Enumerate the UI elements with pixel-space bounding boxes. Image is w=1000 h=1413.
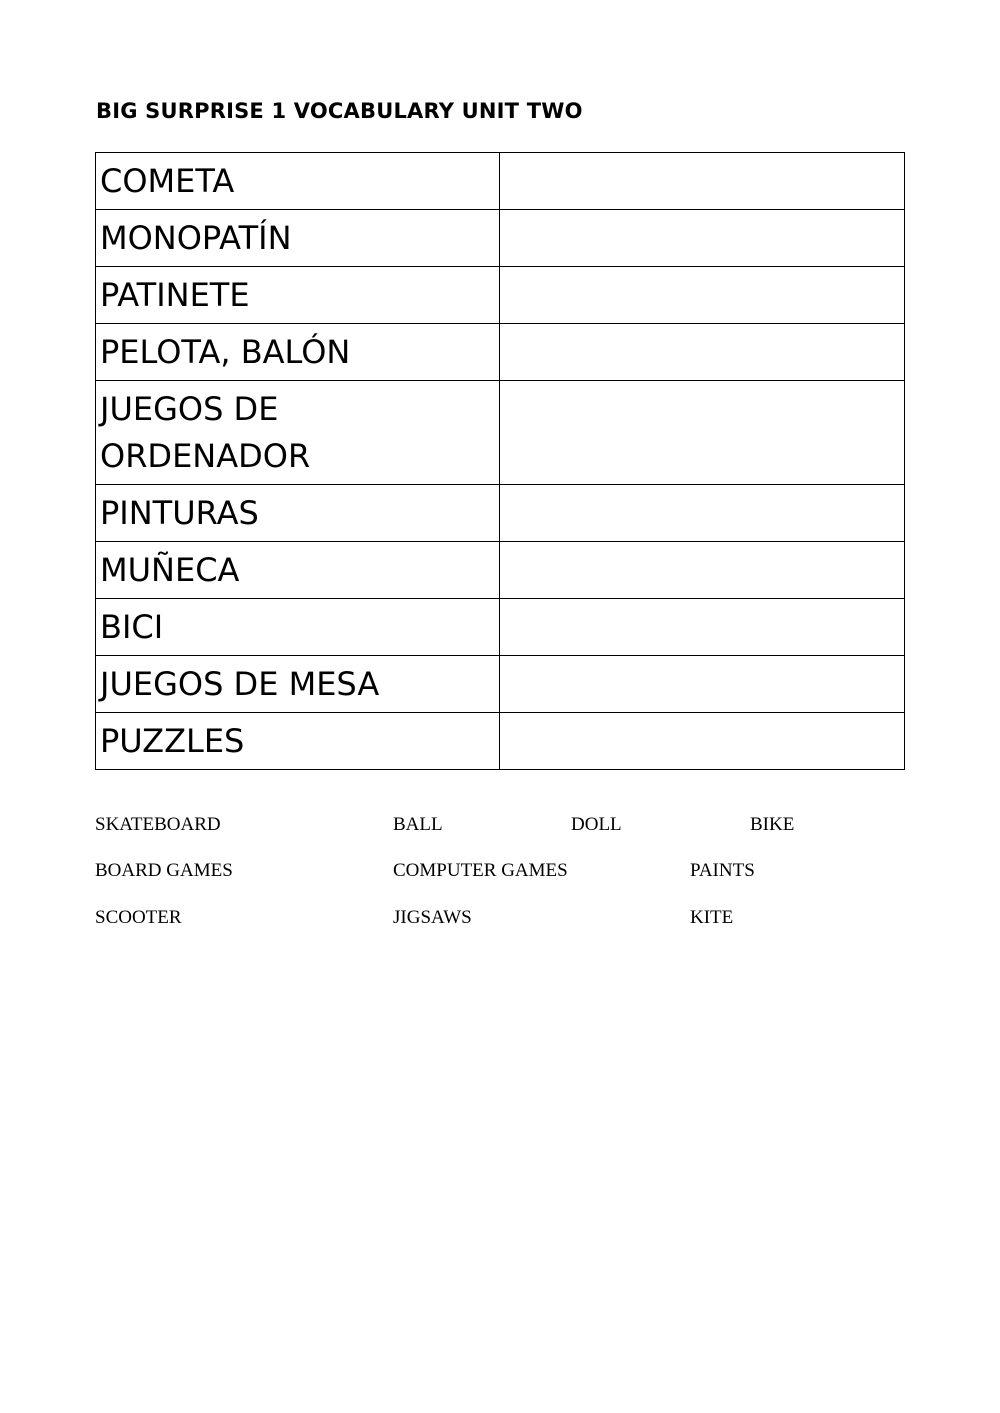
spanish-word: PUZZLES — [96, 713, 500, 770]
spanish-word: JUEGOS DE ORDENADOR — [96, 381, 500, 485]
word-bank-item: SCOOTER — [95, 907, 182, 928]
spanish-word: COMETA — [96, 153, 500, 210]
worksheet-title: BIG SURPRISE 1 VOCABULARY UNIT TWO — [96, 99, 583, 123]
spanish-word: PELOTA, BALÓN — [96, 324, 500, 381]
answer-cell[interactable] — [500, 210, 905, 267]
table-row — [96, 153, 905, 210]
answer-cell[interactable] — [500, 656, 905, 713]
word-bank-item: SKATEBOARD — [95, 814, 221, 835]
spanish-word: JUEGOS DE MESA — [96, 656, 500, 713]
answer-cell[interactable] — [500, 713, 905, 770]
spanish-word: MONOPATÍN — [96, 210, 500, 267]
word-bank-item: DOLL — [571, 814, 622, 835]
table-row — [96, 542, 905, 599]
table-row — [96, 210, 905, 267]
table-row — [96, 713, 905, 770]
answer-cell[interactable] — [500, 324, 905, 381]
answer-cell[interactable] — [500, 599, 905, 656]
table-row — [96, 381, 905, 485]
word-bank-item: BIKE — [750, 814, 795, 835]
spanish-word: BICI — [96, 599, 500, 656]
answer-cell[interactable] — [500, 542, 905, 599]
spanish-word: PINTURAS — [96, 485, 500, 542]
answer-cell[interactable] — [500, 153, 905, 210]
vocabulary-table — [95, 152, 905, 770]
table-row — [96, 656, 905, 713]
word-bank-item: BOARD GAMES — [95, 860, 233, 881]
word-bank-item: COMPUTER GAMES — [393, 860, 568, 881]
table-row — [96, 599, 905, 656]
answer-cell[interactable] — [500, 267, 905, 324]
answer-cell[interactable] — [500, 485, 905, 542]
spanish-word: MUÑECA — [96, 542, 500, 599]
table-row — [96, 324, 905, 381]
table-row — [96, 267, 905, 324]
word-bank-item: BALL — [393, 814, 443, 835]
word-bank-item: PAINTS — [690, 860, 755, 881]
word-bank-item: KITE — [690, 907, 734, 928]
answer-cell[interactable] — [500, 381, 905, 485]
table-row — [96, 485, 905, 542]
spanish-word: PATINETE — [96, 267, 500, 324]
word-bank-item: JIGSAWS — [393, 907, 472, 928]
